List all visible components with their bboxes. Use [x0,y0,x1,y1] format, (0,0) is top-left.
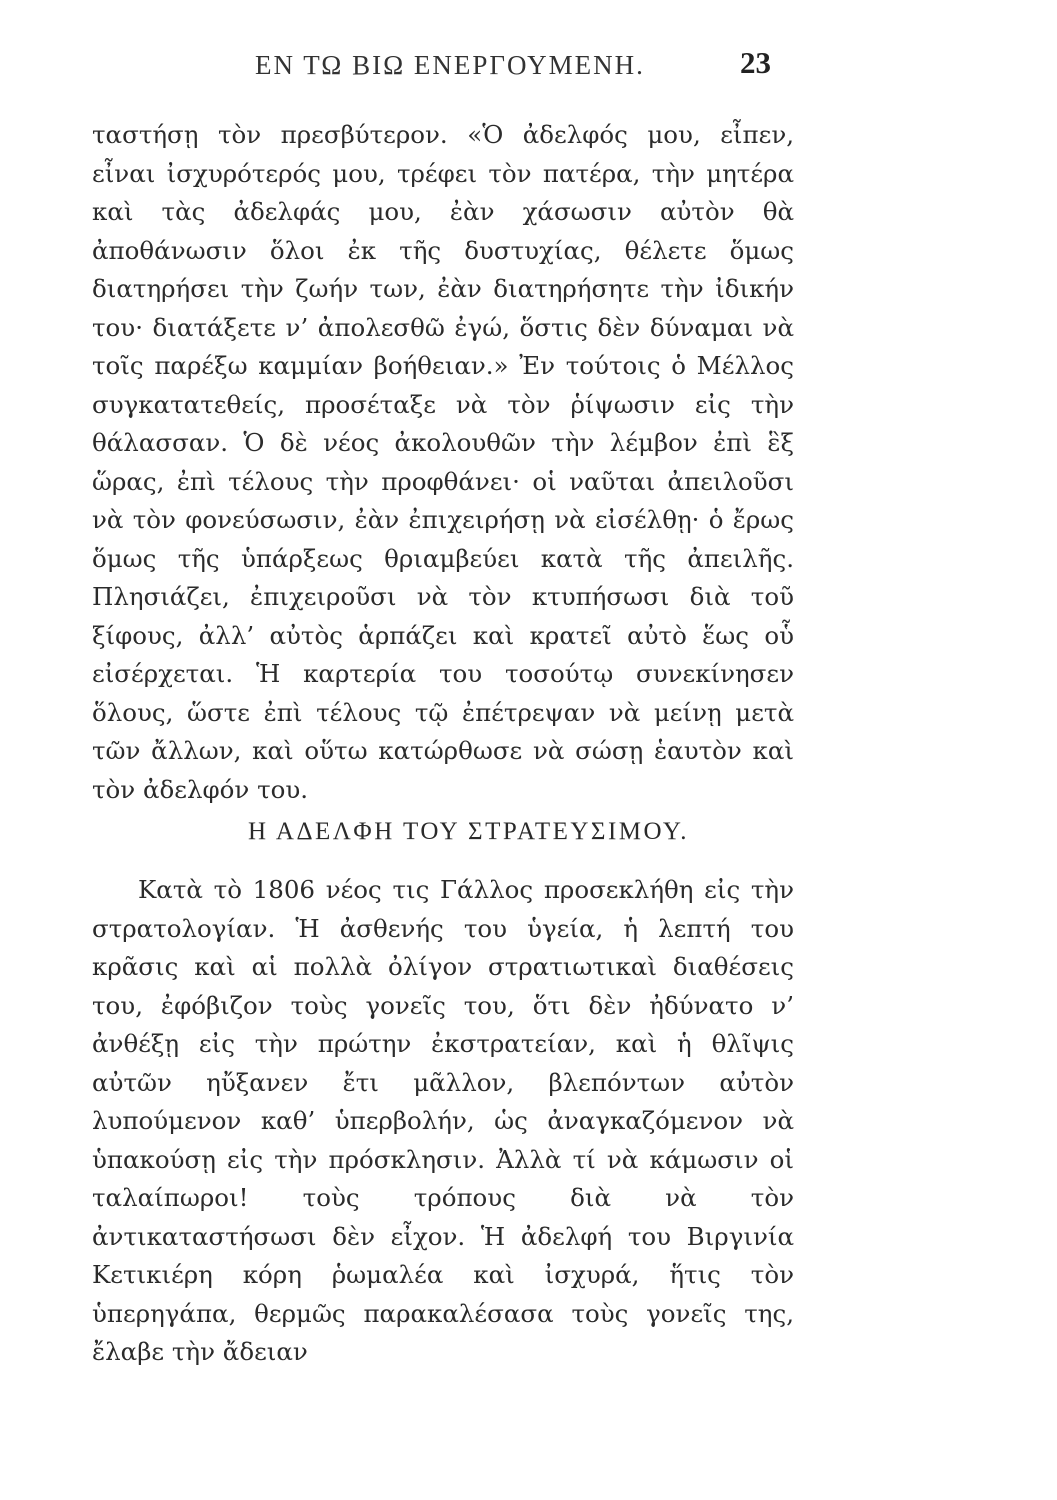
section-heading-text: Η ΑΔΕΛΦΗ ΤΟΥ ΣΤΡΑΤΕΥΣΙΜΟΥ. [247,818,690,845]
paragraph-1: ταστήσῃ τὸν πρεσβύτερον. «Ὁ ἀδελφός μου, εἶπεν, εἶναι ἰσχυρότερός μου, τρέφει τὸν πατέρα, τὴν μητέρα καὶ τὰς ἀδελφάς μου, ἐὰν χάσωσιν αὐτὸν θὰ ἀποθάνωσιν ὅλοι ἐκ τῆς δυστυχίας, θέλετε ὅμως διατηρήσει τὴν ζωήν των, ἐὰν διατηρήσητε τὴν ἰδικήν του· διατάξετε ν’ ἀπολεσθῶ ἐγώ, ὅστις δὲν δύναμαι νὰ τοῖς παρέξω καμμίαν βοήθειαν.» Ἐν τούτοις ὁ Μέλλος συγκατατεθείς, προσέταξε νὰ τὸν ῥίψωσιν εἰς τὴν θάλασσαν. Ὁ δὲ νέος ἀκολουθῶν τὴν λέμβον ἐπὶ ἓξ ὥρας, ἐπὶ τέλους τὴν προφθάνει· οἱ ναῦται ἀπειλοῦσι νὰ τὸν φονεύσωσιν, ἐὰν ἐπιχειρήσῃ νὰ εἰσέλθῃ· ὁ ἔρως ὅμως τῆς ὑπάρξεως θριαμβεύει κατὰ τῆς ἀπειλῆς. Πλησιάζει, ἐπιχειροῦσι νὰ τὸν κτυπήσωσι διὰ τοῦ ξίφους, ἀλλ’ αὐτὸς ἁρπάζει καὶ κρατεῖ αὐτὸ ἕως οὗ εἰσέρχεται. Ἡ καρτερία του τοσούτῳ συνεκίνησεν ὅλους, ὥστε ἐπὶ τέλους τῷ ἐπέτρεψαν νὰ μείνῃ μετὰ τῶν ἄλλων, καὶ οὕτω κατώρθωσε νὰ σώσῃ ἑαυτὸν καὶ τὸν ἀδελφόν του. [92,120,794,804]
paragraph-2: Κατὰ τὸ 1806 νέος τις Γάλλος προσεκλήθη εἰς τὴν στρατολογίαν. Ἡ ἀσθενής του ὑγεία, ἡ λεπτή του κρᾶσις καὶ αἱ πολλὰ ὀλίγον στρατιωτικαὶ διαθέσεις του, ἐφόβιζον τοὺς γονεῖς του, ὅτι δὲν ἠδύνατο ν’ ἀνθέξῃ εἰς τὴν πρώτην ἐκστρατείαν, καὶ ἡ θλῖψις αὐτῶν ηὔξανεν ἔτι μᾶλλον, βλεπόντων αὐτὸν λυπούμενον καθ’ ὑπερβολήν, ὡς ἀναγκαζόμενον νὰ ὑπακούσῃ εἰς τὴν πρόσκλησιν. Ἀλλὰ τί νὰ κάμωσιν οἱ ταλαίπωροι! τοὺς τρόπους διὰ νὰ τὸν ἀντικαταστήσωσι δὲν εἶχον. Ἡ ἀδελφή του Βιργινία Κετικιέρη κόρη ῥωμαλέα καὶ ἰσχυρά, ἥτις τὸν ὑπερηγάπα, θερμῶς παρακαλέσασα τοὺς γονεῖς της, ἔλαβε τὴν ἄδειαν [92,875,794,1366]
section-heading [0,818,1057,846]
running-title: ΕΝ ΤΩ ΒΙΩ ΕΝΕΡΓΟΥΜΕΝΗ. [255,50,645,80]
page-number: 23 [740,45,771,80]
